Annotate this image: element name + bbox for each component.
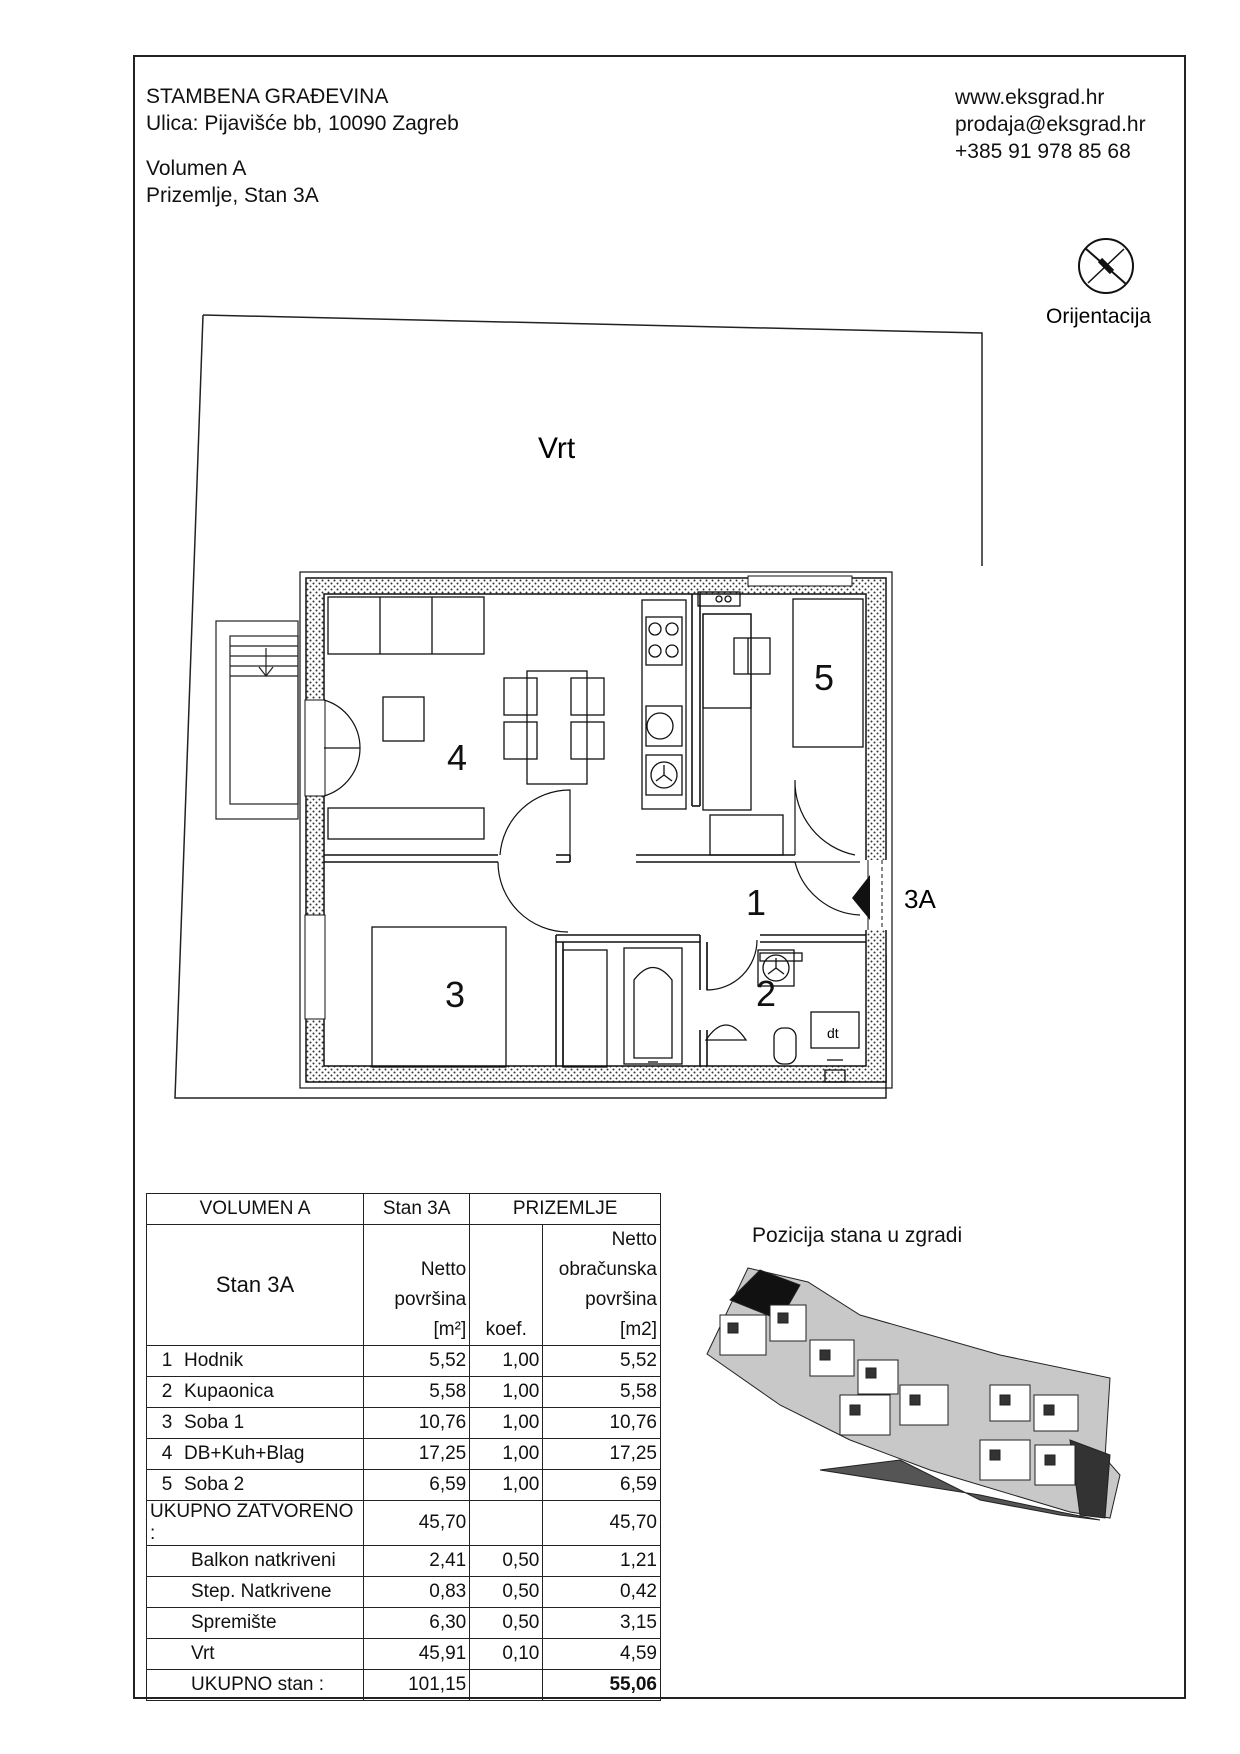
bedroom2-furniture — [703, 599, 863, 855]
room-number-2: 2 — [756, 973, 777, 1014]
room-cell — [147, 1470, 364, 1501]
compass-icon — [1079, 239, 1133, 293]
email-link[interactable]: prodaja@eksgrad.hr — [955, 113, 1146, 136]
appliance-label: dt — [827, 1025, 839, 1041]
entrance-arrow-icon — [852, 875, 870, 920]
room-area: 10,76 — [364, 1408, 470, 1439]
col-calc-area-header: Netto obračunska površina [m2] — [543, 1225, 661, 1346]
table-row — [147, 1546, 661, 1577]
building-position-sketch — [707, 1268, 1120, 1520]
extra-area: 0,83 — [364, 1577, 470, 1608]
wardrobe-icon — [710, 815, 783, 855]
room-calc-area: 10,76 — [543, 1408, 661, 1439]
table-row — [147, 1346, 661, 1377]
garden-outline — [203, 315, 982, 566]
room-number: 3 — [161, 1412, 173, 1433]
table-title-volume: VOLUMEN A — [147, 1194, 364, 1225]
room-calc-area: 5,52 — [543, 1346, 661, 1377]
room-koef: 1,00 — [470, 1377, 543, 1408]
doors — [324, 700, 860, 990]
room-number-3: 3 — [445, 974, 466, 1015]
room-cell — [147, 1346, 364, 1377]
room-number: 1 — [161, 1350, 173, 1371]
room-name: Soba 2 — [184, 1474, 245, 1495]
room-name: Hodnik — [184, 1350, 244, 1371]
room-number-1: 1 — [746, 882, 767, 923]
extra-calc-area: 1,21 — [543, 1546, 661, 1577]
extra-calc-area: 0,42 — [543, 1577, 661, 1608]
desk-icon — [703, 614, 751, 810]
room-area: 5,58 — [364, 1377, 470, 1408]
room-cell — [147, 1377, 364, 1408]
garden-label: Vrt — [538, 432, 576, 465]
room-name: DB+Kuh+Blag — [184, 1443, 305, 1464]
table-row — [147, 1577, 661, 1608]
extra-name: Balkon natkriveni — [147, 1546, 364, 1577]
position-title: Pozicija stana u zgradi — [752, 1224, 963, 1247]
building-title: STAMBENA GRAĐEVINA — [146, 85, 389, 108]
interior-walls — [324, 594, 866, 1066]
room-calc-area: 17,25 — [543, 1439, 661, 1470]
room-koef: 1,00 — [470, 1470, 543, 1501]
table-title-floor: PRIZEMLJE — [470, 1194, 661, 1225]
phone-number: +385 91 978 85 68 — [955, 140, 1131, 163]
room-number: 2 — [161, 1381, 173, 1402]
room-cell — [147, 1408, 364, 1439]
exterior-walls — [300, 572, 892, 1088]
table-row — [147, 1639, 661, 1670]
entrance-label: 3A — [904, 884, 936, 914]
room-koef: 1,00 — [470, 1408, 543, 1439]
window-top — [748, 576, 852, 586]
closed-total-calc: 45,70 — [543, 1501, 661, 1546]
extra-area: 45,91 — [364, 1639, 470, 1670]
table-unit-name: Stan 3A — [147, 1225, 364, 1346]
table-row — [147, 1377, 661, 1408]
room-name: Kupaonica — [184, 1381, 274, 1402]
kitchen-counter — [642, 592, 740, 809]
extra-koef: 0,50 — [470, 1546, 543, 1577]
bedroom1-furniture — [372, 927, 607, 1067]
extra-area: 6,30 — [364, 1608, 470, 1639]
grand-total-calc: 55,06 — [543, 1670, 661, 1701]
extra-koef: 0,50 — [470, 1577, 543, 1608]
floor-unit-label: Prizemlje, Stan 3A — [146, 184, 319, 207]
table-row — [147, 1439, 661, 1470]
chair-icon — [734, 638, 770, 674]
extra-calc-area: 4,59 — [543, 1639, 661, 1670]
room-number-5: 5 — [814, 657, 835, 698]
table-row — [147, 1408, 661, 1439]
cabinet-icon — [328, 808, 484, 839]
grand-total-area: 101,15 — [364, 1670, 470, 1701]
closed-total-label: UKUPNO ZATVORENO : — [147, 1501, 364, 1546]
area-table — [146, 1193, 661, 1701]
orientation-label: Orijentacija — [1046, 305, 1152, 328]
room-number: 4 — [161, 1443, 173, 1464]
balcony-stairs — [216, 621, 298, 819]
col-net-area-header: Netto površina [m²] — [364, 1225, 470, 1346]
table-row — [147, 1608, 661, 1639]
extra-calc-area: 3,15 — [543, 1608, 661, 1639]
bathroom-fixtures — [624, 948, 859, 1082]
armchair-icon — [383, 697, 424, 741]
sink-icon — [706, 1025, 746, 1040]
room-area: 6,59 — [364, 1470, 470, 1501]
room-calc-area: 6,59 — [543, 1470, 661, 1501]
extra-name: Spremište — [147, 1608, 364, 1639]
window-left-lower — [305, 915, 325, 1019]
window-left-upper — [305, 700, 325, 796]
wardrobe-icon — [563, 950, 607, 1067]
extra-koef: 0,50 — [470, 1608, 543, 1639]
website-link[interactable]: www.eksgrad.hr — [955, 86, 1105, 109]
grand-total-label: UKUPNO stan : — [147, 1670, 364, 1701]
bathtub-icon — [624, 948, 682, 1064]
room-area: 5,52 — [364, 1346, 470, 1377]
room-area: 17,25 — [364, 1439, 470, 1470]
toilet-icon — [774, 1028, 796, 1064]
address: Ulica: Pijavišće bb, 10090 Zagreb — [146, 112, 459, 135]
room-koef: 1,00 — [470, 1346, 543, 1377]
sink-icon — [646, 706, 682, 746]
table-row — [147, 1470, 661, 1501]
sofa-icon — [328, 597, 484, 654]
extra-name: Step. Natkrivene — [147, 1577, 364, 1608]
table-title-unit: Stan 3A — [364, 1194, 470, 1225]
room-name: Soba 1 — [184, 1412, 245, 1433]
room-number: 5 — [161, 1474, 173, 1495]
col-koef-header: koef. — [470, 1225, 543, 1346]
extra-name: Vrt — [147, 1639, 364, 1670]
room-number-4: 4 — [447, 737, 468, 778]
double-bed-icon — [372, 927, 506, 1067]
room-koef: 1,00 — [470, 1439, 543, 1470]
room-calc-area: 5,58 — [543, 1377, 661, 1408]
extra-koef: 0,10 — [470, 1639, 543, 1670]
dining-table-icon — [527, 671, 587, 784]
closed-total-area: 45,70 — [364, 1501, 470, 1546]
room-cell — [147, 1439, 364, 1470]
extra-area: 2,41 — [364, 1546, 470, 1577]
volume-label: Volumen A — [146, 157, 247, 180]
living-furniture — [328, 597, 604, 839]
